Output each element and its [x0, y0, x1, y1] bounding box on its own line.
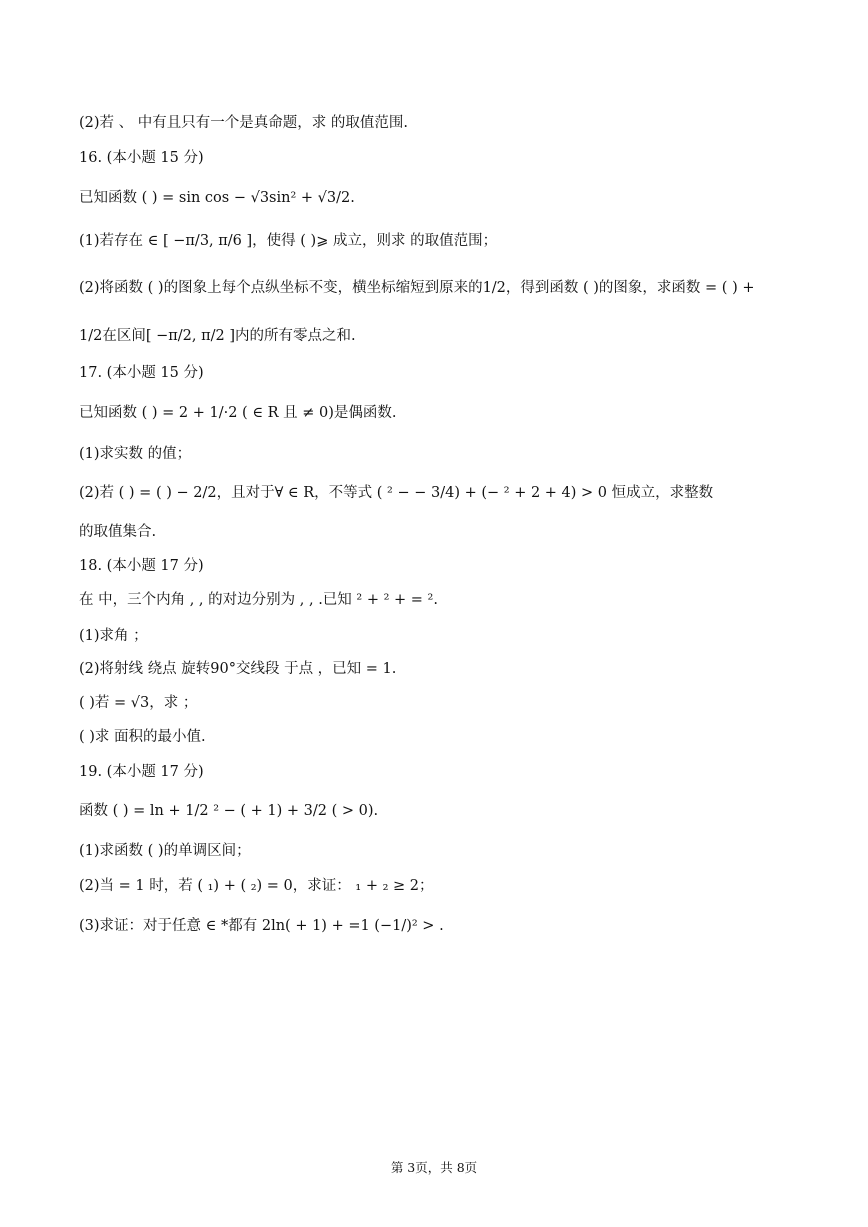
q18-part2-ii: ( )求 面积的最小值. — [79, 729, 206, 745]
q19-header: 19. (本小题 17 分) — [79, 764, 204, 780]
q16-header: 16. (本小题 15 分) — [79, 150, 204, 166]
q16-part2-line1: (2)将函数 ( )的图象上每个点纵坐标不变，横坐标缩短到原来的1/2，得到函数 ( )的图象，求函数 = ( ) + — [79, 280, 755, 296]
q16-part1: (1)若存在 ∈ [ −π/3, π/6 ]，使得 ( )⩾ 成立，则求 的取值范围； — [79, 233, 498, 249]
q15-part2: (2)若 、 中有且只有一个是真命题，求 的取值范围. — [79, 115, 408, 131]
q19-stem: 函数 ( ) = ln + 1/2 ² − ( + 1) + 3/2 ( > 0). — [79, 803, 379, 819]
q18-part2: (2)将射线 绕点 旋转90°交线段 于点 ，已知 = 1. — [79, 661, 397, 677]
q18-stem: 在 中，三个内角 , , 的对边分别为 , , .已知 ² + ² + = ². — [79, 592, 438, 608]
page-footer: 第 3页，共 8页 — [390, 1160, 478, 1175]
q19-part3: (3)求证：对于任意 ∈ *都有 2ln( + 1) + =1 (−1/)² > . — [79, 918, 444, 934]
q17-part2-line2: 的取值集合. — [79, 524, 157, 540]
q17-stem: 已知函数 ( ) = 2 + 1/·2 ( ∈ R 且 ≠ 0)是偶函数. — [79, 405, 397, 421]
q16-stem: 已知函数 ( ) = sin cos − √3sin² + √3/2. — [79, 190, 355, 206]
q19-part1: (1)求函数 ( )的单调区间； — [79, 843, 251, 859]
q18-header: 18. (本小题 17 分) — [79, 558, 204, 574]
q17-part1: (1)求实数 的值； — [79, 446, 192, 462]
q17-part2-line1: (2)若 ( ) = ( ) − 2/2，且对于∀ ∈ R，不等式 ( ² − − 3/4) + (− ² + 2 + 4) > 0 恒成立，求整数 — [79, 485, 714, 501]
q19-part2: (2)当 = 1 时，若 ( ₁) + ( ₂) = 0，求证： ₁ + ₂ ≥ 2； — [79, 878, 434, 894]
q17-header: 17. (本小题 15 分) — [79, 365, 204, 381]
q16-part2-line2: 1/2在区间[ −π/2, π/2 ]内的所有零点之和. — [79, 328, 356, 344]
q18-part1: (1)求角 ； — [79, 628, 148, 644]
q18-part2-i: ( )若 = √3，求 ； — [79, 695, 198, 711]
